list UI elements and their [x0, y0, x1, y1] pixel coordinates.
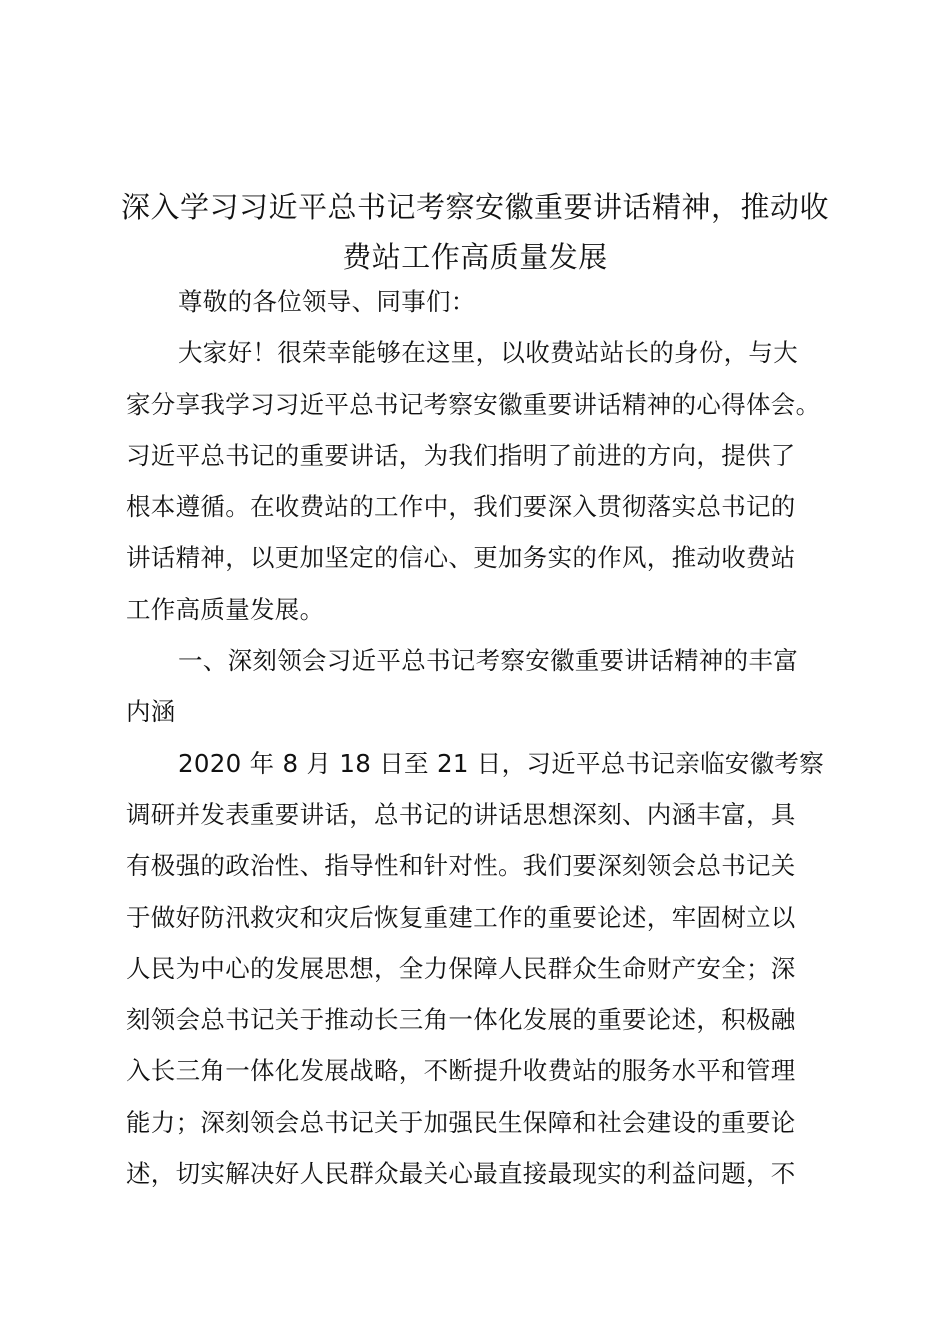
- text-line: 入长三角一体化发展战略，不断提升收费站的服务水平和管理: [126, 1056, 796, 1086]
- text-line: 述，切实解决好人民群众最关心最直接最现实的利益问题，不: [126, 1159, 796, 1189]
- text-line: 能力；深刻领会总书记关于加强民生保障和社会建设的重要论: [126, 1107, 796, 1137]
- title-line-2: 费站工作高质量发展: [342, 240, 608, 274]
- text-line: 刻领会总书记关于推动长三角一体化发展的重要论述，积极融: [126, 1005, 796, 1035]
- document-body: [126, 276, 836, 1199]
- text-line: 调研并发表重要讲话，总书记的讲话思想深刻、内涵丰富，具: [126, 799, 796, 829]
- text-line: 有极强的政治性、指导性和针对性。我们要深刻领会总书记关: [126, 851, 796, 881]
- text-line: 习近平总书记的重要讲话，为我们指明了前进的方向，提供了: [126, 440, 796, 470]
- text-line: 大家好！很荣幸能够在这里，以收费站站长的身份，与大: [178, 338, 798, 368]
- text-line: 讲话精神，以更加坚定的信心、更加务实的作风，推动收费站: [126, 543, 796, 573]
- text-line: 人民为中心的发展思想，全力保障人民群众生命财产安全；深: [126, 953, 796, 983]
- text-line: 家分享我学习习近平总书记考察安徽重要讲话精神的心得体会。: [126, 389, 821, 419]
- text-line: 工作高质量发展。: [126, 594, 325, 624]
- section-heading-line: 内涵: [126, 697, 176, 727]
- text-line: 根本遵循。在收费站的工作中，我们要深入贯彻落实总书记的: [126, 492, 796, 522]
- section-heading-line: 一、深刻领会习近平总书记考察安徽重要讲话精神的丰富: [178, 646, 798, 676]
- document-title: [120, 182, 830, 282]
- text-line: 尊敬的各位领导、同事们：: [178, 287, 476, 316]
- title-line-1: 深入学习习近平总书记考察安徽重要讲话精神，推动收: [120, 190, 829, 224]
- text-line: 2020 年 8 月 18 日至 21 日，习近平总书记亲临安徽考察: [178, 748, 825, 778]
- text-line: 于做好防汛救灾和灾后恢复重建工作的重要论述，牢固树立以: [126, 902, 796, 932]
